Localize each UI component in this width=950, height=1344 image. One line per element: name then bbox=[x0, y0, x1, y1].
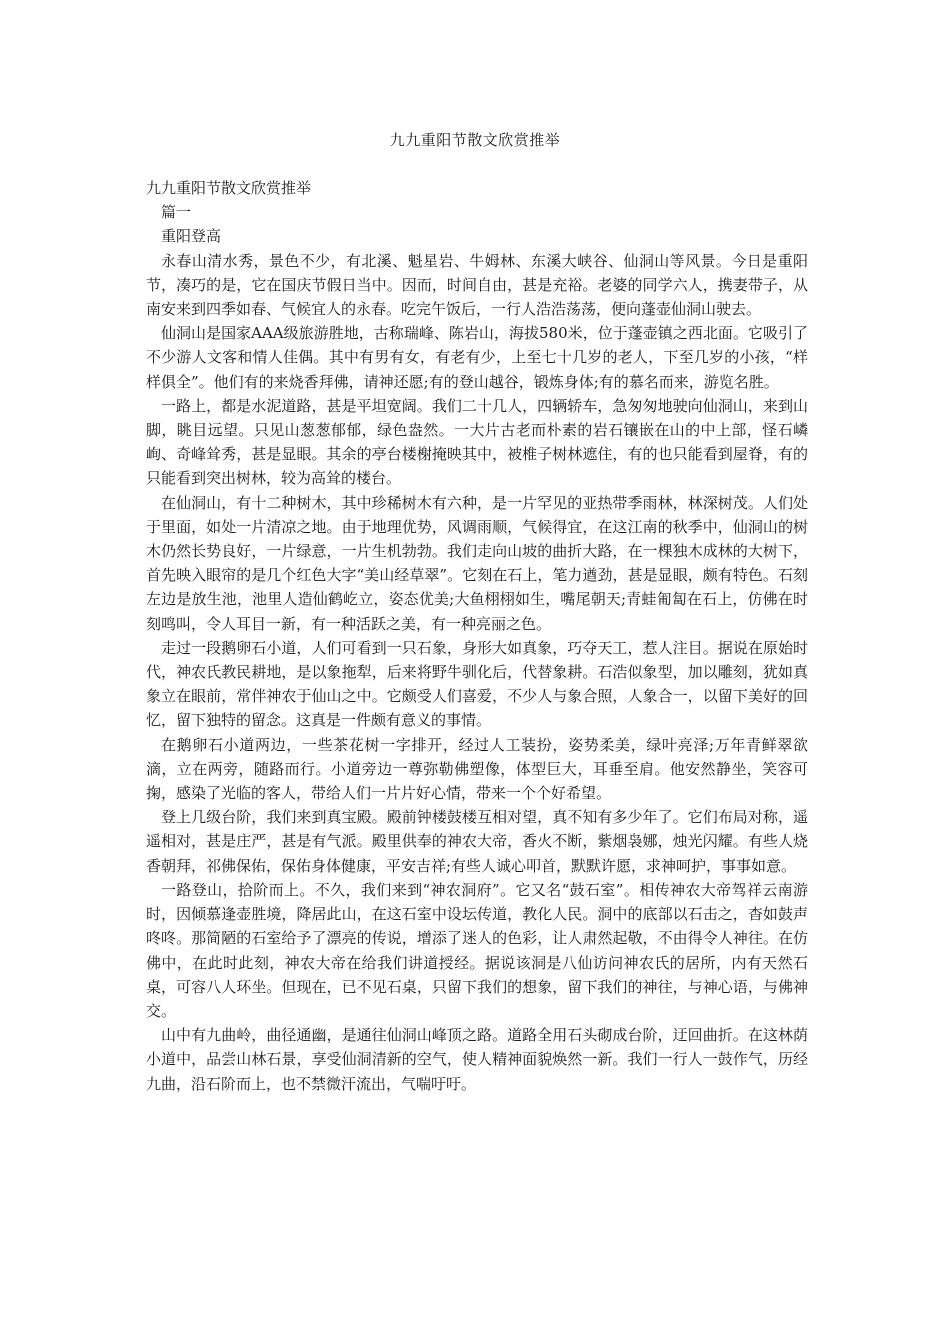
paragraph: 永春山清水秀，景色不少，有北溪、魁星岩、牛姆林、东溪大峡谷、仙洞山等风景。今日是重阳节，凑巧的是，它在国庆节假日当中。因而，时间自由，甚是充裕。老婆的同学六人，携妻带子，从南安来到四季如春、气候宜人的永春。吃完午饭后，一行人浩浩荡荡，便向蓬壶仙洞山驶去。 bbox=[146, 251, 808, 319]
paragraph: 在仙洞山，有十二种树木，其中珍稀树木有六种，是一片罕见的亚热带季雨林，林深树茂。人们处于里面，如处一片清凉之地。由于地理优势，风调雨顺，气候得宜，在这江南的秋季中，仙洞山的树木仍然长势良好，一片绿意，一片生机勃勃。我们走向山坡的曲折大路，在一棵独木成林的大树下，首先映入眼帘的是几个红色大字“美山经草翠”。它刻在石上，笔力遒劲，甚是显眼，颇有特色。石刻左边是放生池，池里人造仙鹤屹立，姿态优美;大鱼栩栩如生，嘴尾朝天;青蛙匍匐在石上，仿佛在时刻鸣叫，令人耳目一新，有一种活跃之美，有一种亮丽之色。 bbox=[146, 493, 808, 633]
document-body bbox=[146, 176, 808, 1096]
paragraph: 一路上，都是水泥道路，甚是平坦宽阔。我们二十几人，四辆轿车，急匆匆地驶向仙洞山，来到山脚，眺目远望。只见山葱葱郁郁，绿色盎然。一大片古老而朴素的岩石镶嵌在山的中上部，怪石嶙峋、奇峰耸秀，甚是显眼。其余的亭台楼榭掩映其中，被椎子树林遮住，有的也只能看到屋脊，有的只能看到突出树林，较为高耸的楼台。 bbox=[146, 396, 808, 488]
essay-heading: 九九重阳节散文欣赏推举 bbox=[146, 179, 312, 197]
paragraph: 在鹅卵石小道两边，一些茶花树一字排开，经过人工装扮，姿势柔美，绿叶亮泽;万年青鲜翠欲滴，立在两旁，随路而行。小道旁边一尊弥勒佛塑像，体型巨大，耳垂至肩。他安然静坐，笑容可掬，感染了光临的客人，带给人们一片片好心情，带来一个个好希望。 bbox=[146, 735, 808, 803]
paragraph: 一路登山，拾阶而上。不久，我们来到“神农洞府”。它又名“鼓石室”。相传神农大帝驾祥云南游时，因倾慕逢壶胜境，降居此山，在这石室中设坛传道，教化人民。洞中的底部以石击之，杳如鼓声咚咚。那简陋的石室给予了漂亮的传说，增添了迷人的色彩，让人肃然起敬，不由得令人神往。在仿佛中，在此时此刻，神农大帝在给我们讲道授经。据说该洞是八仙访问神农氏的居所，内有天然石桌，可容八人环坐。但现在，已不见石桌，只留下我们的想象，留下我们的神往，与神心语，与佛神交。 bbox=[146, 880, 808, 1020]
essay-title: 重阳登高 bbox=[161, 227, 222, 246]
section-label: 篇一 bbox=[161, 203, 192, 222]
paragraph: 登上几级台阶，我们来到真宝殿。殿前钟楼鼓楼互相对望，真不知有多少年了。它们布局对称，遥遥相对，甚是庄严，甚是有气派。殿里供奉的神农大帝，香火不断，紫烟袅娜，烛光闪耀。有些人烧香朝拜，祁佛保佑，保佑身体健康，平安吉祥;有些人诚心叩首，默默许愿，求神呵护，事事如意。 bbox=[146, 808, 808, 875]
paragraph: 走过一段鹅卵石小道，人们可看到一只石象，身形大如真象，巧夺天工，惹人注目。据说在原始时代，神农氏教民耕地，是以象拖犁，后来将野牛驯化后，代替象耕。石浩似象型，加以雕刻，犹如真象立在眼前，常伴神农于仙山之中。它颇受人们喜爱，不少人与象合照，人象合一，以留下美好的回忆，留下独特的留念。这真是一件颇有意义的事情。 bbox=[146, 638, 808, 730]
paragraph: 山中有九曲岭，曲径通幽，是通往仙洞山峰顶之路。道路全用石头砌成台阶，迂回曲折。在这林荫小道中，品尝山林石景，享受仙洞清新的空气，使人精神面貌焕然一新。我们一行人一鼓作气，历经九曲，沿石阶而上，也不禁微汗流出，气喘吁吁。 bbox=[146, 1026, 808, 1093]
document-title: 九九重阳节散文欣赏推举 bbox=[389, 131, 561, 149]
paragraph: 仙洞山是国家AAA级旅游胜地，古称瑞峰、陈岩山，海拔580米，位于蓬壶镇之西北面。它吸引了不少游人文客和情人佳偶。其中有男有女，有老有少，上至七十几岁的老人，下至几岁的小孩，“样样俱全”。他们有的来烧香拜佛，请神还愿;有的登山越谷，锻炼身体;有的慕名而来，游览名胜。 bbox=[146, 324, 808, 391]
